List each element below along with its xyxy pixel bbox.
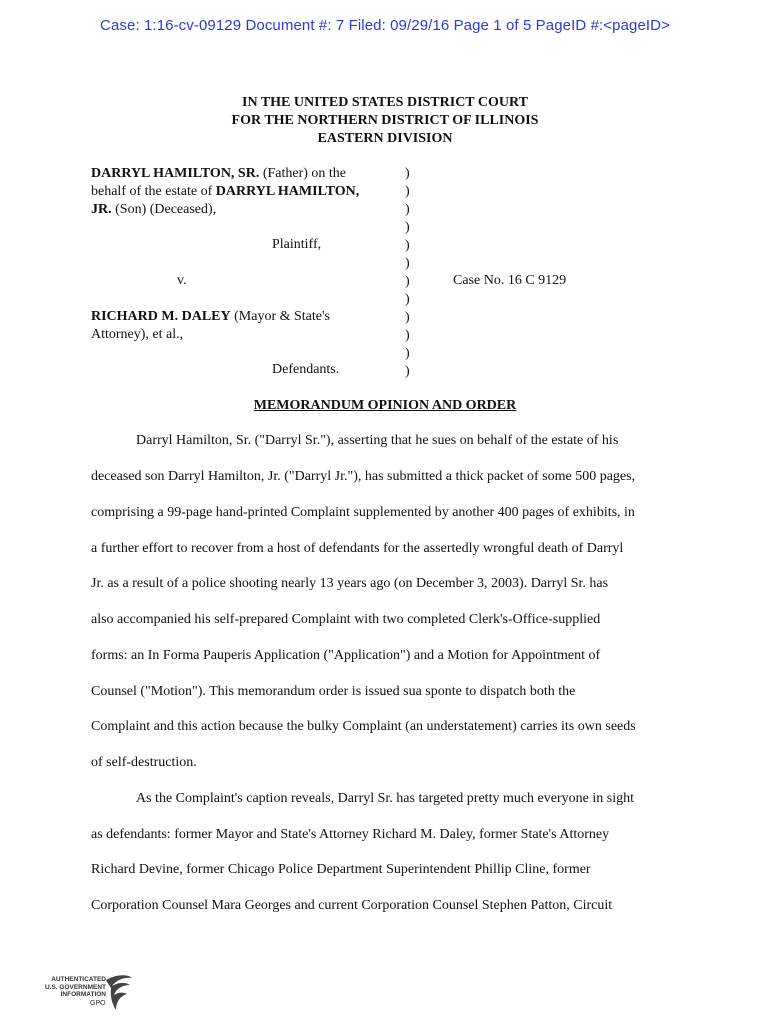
plaintiff-name: DARRYL HAMILTON, SR. (91, 166, 260, 181)
plaintiff-line-1 (91, 165, 391, 183)
court-heading (0, 94, 770, 148)
body-line: Jr. as a result of a police shooting nearly 13 years ago (on December 3, 2003). Darryl Sr. has (91, 576, 609, 591)
paren: ) (405, 238, 410, 253)
case-caption (91, 165, 391, 219)
body-line: comprising a 99-page hand-printed Complaint supplemented by another 400 pages of exhibits, in (91, 505, 635, 520)
deceased-name: DARRYL HAMILTON, (215, 184, 360, 199)
court-line-1: IN THE UNITED STATES DISTRICT COURT (242, 95, 528, 110)
seal-line-1: AUTHENTICATED (51, 976, 106, 983)
defendant-name: RICHARD M. DALEY (91, 309, 231, 324)
body-line: Complaint and this action because the bulky Complaint (an understatement) carries its own seeds (91, 719, 636, 734)
body-line: Corporation Counsel Mara Georges and current Corporation Counsel Stephen Patton, Circuit (91, 898, 613, 913)
paren: ) (405, 202, 410, 217)
plaintiff-label: Plaintiff, (272, 237, 322, 252)
seal-text (44, 976, 106, 999)
seal-line-3: INFORMATION (60, 991, 106, 998)
body-line: of self-destruction. (91, 755, 197, 770)
body-line: deceased son Darryl Hamilton, Jr. ("Darryl Jr."), has submitted a thick packet of some 500 pages, (91, 469, 636, 484)
case-number: Case No. 16 C 9129 (453, 273, 567, 288)
paren: ) (405, 166, 410, 181)
court-line-3: EASTERN DIVISION (317, 131, 453, 146)
gpo-authentication-seal (44, 972, 134, 1014)
paren: ) (405, 346, 410, 361)
body-line: As the Complaint's caption reveals, Darryl Sr. has targeted pretty much everyone in sight (136, 791, 634, 806)
case-header: Case: 1:16-cv-09129 Document #: 7 Filed: 09/29/16 Page 1 of 5 PageID #:<pageID> (100, 17, 670, 34)
plaintiff-line-2 (91, 183, 391, 201)
body-line: a further effort to recover from a host of defendants for the assertedly wrongful death of Darryl (91, 541, 624, 556)
defendant-label: Defendants. (272, 362, 340, 377)
seal-gpo: GPO (90, 1000, 106, 1007)
body-line: forms: an In Forma Pauperis Application ("Application") and a Motion for Appointment of (91, 648, 601, 663)
plaintiff-line-3 (91, 201, 391, 219)
seal-line-2: U.S. GOVERNMENT (44, 983, 106, 991)
paren: ) (405, 274, 410, 289)
caption-paren-column (405, 165, 410, 381)
defendant-line-2: Attorney), et al., (91, 327, 184, 342)
body-line: also accompanied his self-prepared Complaint with two completed Clerk's-Office-supplied (91, 612, 601, 627)
paren: ) (405, 328, 410, 343)
defendant-line-1-rest: (Mayor & State's (230, 309, 330, 324)
document-title: MEMORANDUM OPINION AND ORDER (253, 398, 517, 413)
eagle-icon (102, 972, 136, 1014)
paren: ) (405, 364, 410, 379)
body-line: as defendants: former Mayor and State's Attorney Richard M. Daley, former State's Attorney (91, 827, 610, 842)
defendant-line-1 (91, 309, 330, 325)
paren: ) (405, 310, 410, 325)
paren: ) (405, 292, 410, 307)
body-line: Richard Devine, former Chicago Police Department Superintendent Phillip Cline, former (91, 862, 591, 877)
deceased-suffix: JR. (91, 202, 112, 217)
court-line-2: FOR THE NORTHERN DISTRICT OF ILLINOIS (231, 113, 539, 128)
body-line: Counsel ("Motion"). This memorandum order is issued sua sponte to dispatch both the (91, 684, 576, 699)
paren: ) (405, 220, 410, 235)
plaintiff-line-3-rest: (Son) (Deceased), (111, 202, 217, 217)
plaintiff-line-1-rest: (Father) on the (259, 166, 347, 181)
paren: ) (405, 256, 410, 271)
versus: v. (177, 273, 187, 288)
body-line: Darryl Hamilton, Sr. ("Darryl Sr."), asserting that he sues on behalf of the estate of his (136, 433, 619, 448)
plaintiff-line-2-pre: behalf of the estate of (91, 184, 216, 199)
paren: ) (405, 184, 410, 199)
